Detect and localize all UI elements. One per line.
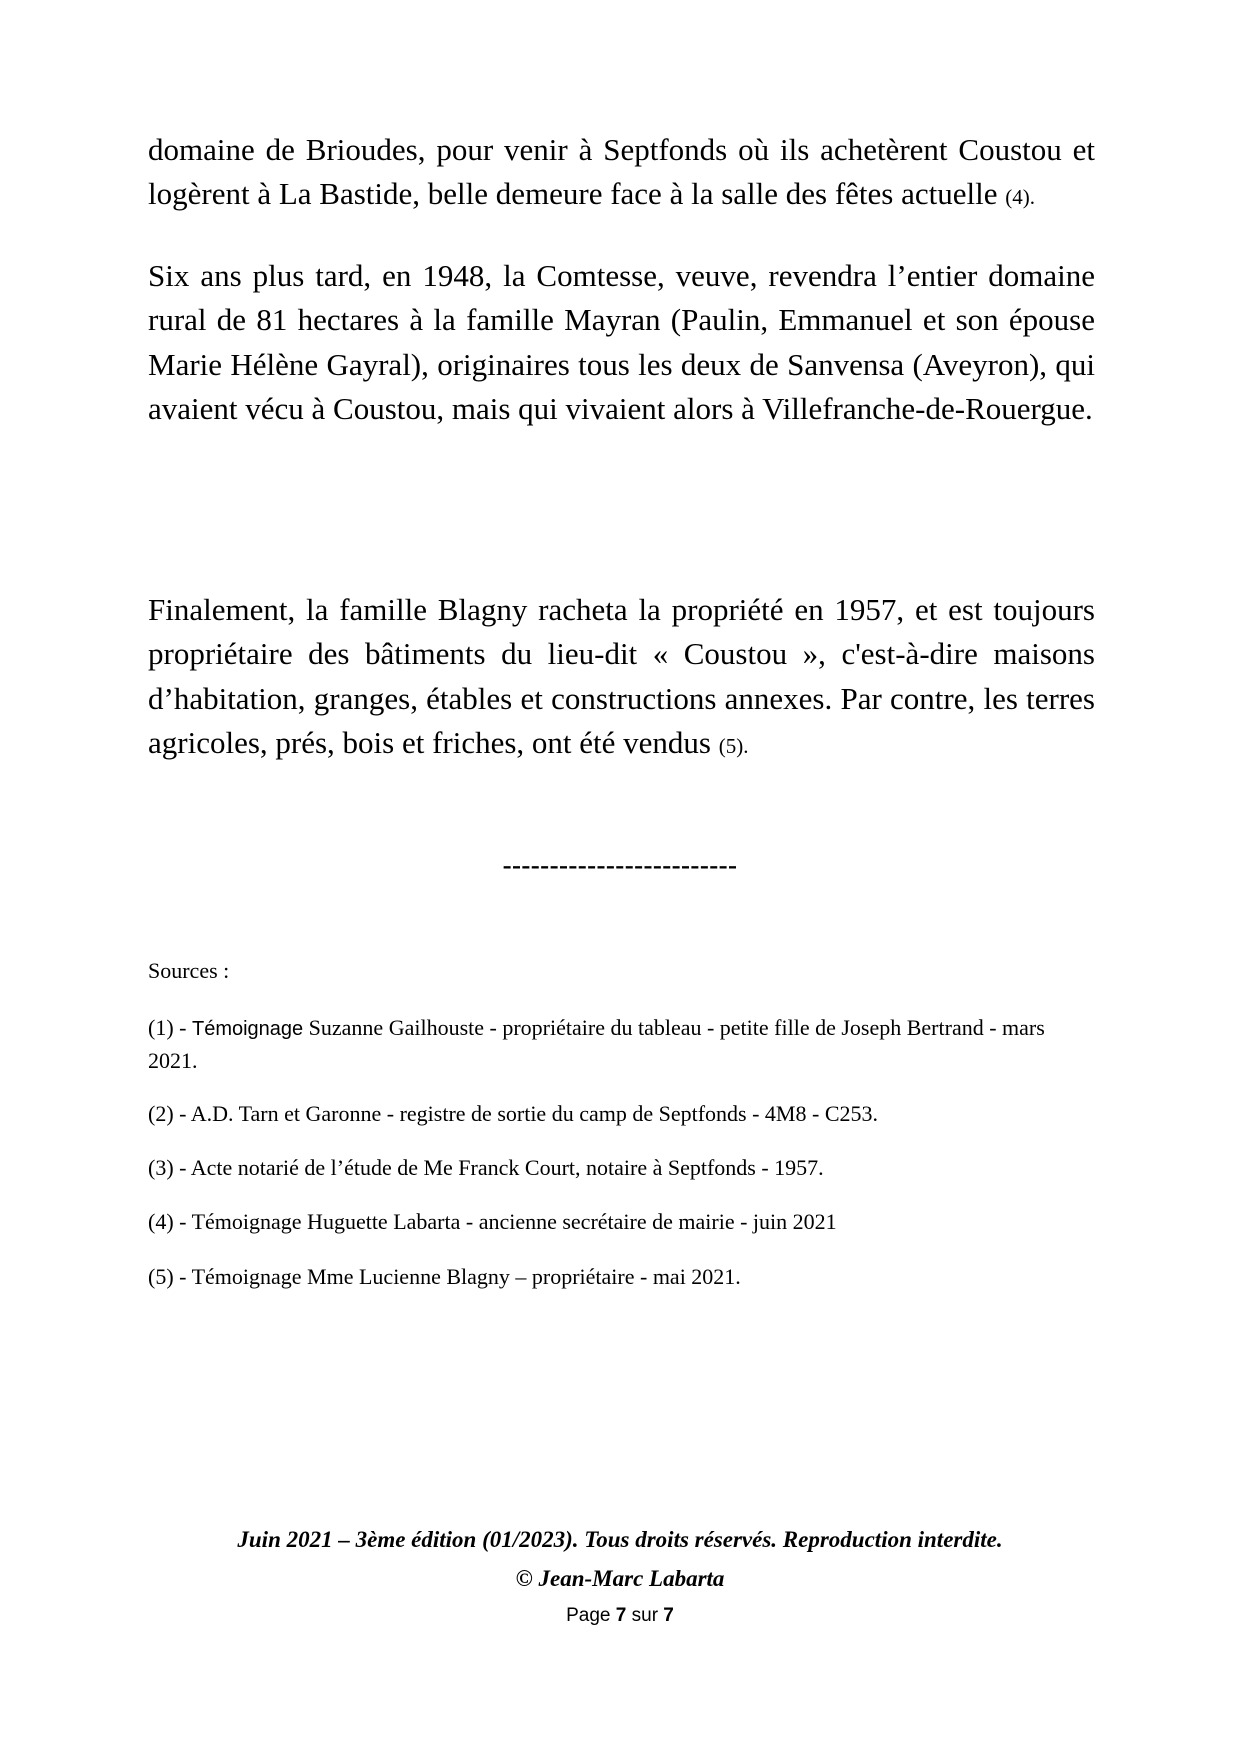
paragraph-3-text: Finalement, la famille Blagny racheta la propriété en 1957, et est toujours propriétaire des bâtiments du lieu-dit « Coustou », c'est-à-dire maisons d’habitation, granges, étables et constructions annexes. Par contre, les terres agricoles, prés, bois et friches, ont été vendus xyxy=(148,592,1095,761)
page-number-prefix: Page xyxy=(566,1605,616,1626)
source-item-3-text: Acte notarié de l’étude de Me Franck Court, notaire à Septfonds - 1957. xyxy=(190,1155,824,1180)
paragraph-1 xyxy=(148,128,1095,220)
paragraph-1-text: domaine de Brioudes, pour venir à Septfonds où ils achetèrent Coustou et logèrent à La Bastide, belle demeure face à la salle des fêtes actuelle xyxy=(148,132,1095,212)
source-item-1 xyxy=(148,1012,1095,1076)
paragraph-1-reference: (4). xyxy=(1005,185,1035,210)
footer-copyright: © Jean-Marc Labarta xyxy=(515,1566,725,1591)
source-item-5-number: (5) - xyxy=(148,1264,192,1289)
source-item-1-text: Suzanne Gailhouste - propriétaire du tableau - petite fille de Joseph Bertrand - mars 2021. xyxy=(148,1015,1045,1073)
source-item-4-number: (4) - xyxy=(148,1209,192,1234)
source-item-2-number: (2) - xyxy=(148,1101,191,1126)
source-item-3 xyxy=(148,1152,1095,1183)
section-separator: ------------------------- xyxy=(502,850,738,880)
source-item-4 xyxy=(148,1206,1095,1237)
source-item-1-number: (1) - xyxy=(148,1015,192,1040)
source-item-3-number: (3) - xyxy=(148,1155,191,1180)
page-number-middle: sur xyxy=(626,1605,664,1626)
footer-edition: Juin 2021 – 3ème édition (01/2023). Tous droits réservés. Reproduction interdite. xyxy=(237,1527,1003,1552)
paragraph-2 xyxy=(148,254,1095,432)
source-item-5-text: Témoignage Mme Lucienne Blagny – propriétaire - mai 2021. xyxy=(191,1264,741,1289)
source-item-1-keyword: Témoignage xyxy=(191,1018,304,1040)
paragraph-3 xyxy=(148,588,1095,769)
paragraph-2-text: Six ans plus tard, en 1948, la Comtesse, veuve, revendra l’entier domaine rural de 81 hectares à la famille Mayran (Paulin, Emmanuel et son épouse Marie Hélène Gayral), originaires tous les deux de Sanvensa (Aveyron), qui avaient vécu à Coustou, mais qui vivaient alors à Villefranche-de-Rouergue. xyxy=(148,258,1095,427)
page-number-total: 7 xyxy=(663,1605,674,1626)
source-item-4-text: Témoignage Huguette Labarta - ancienne secrétaire de mairie - juin 2021 xyxy=(191,1209,837,1234)
source-item-2 xyxy=(148,1098,1095,1129)
sources-heading: Sources : xyxy=(148,958,230,983)
source-item-5 xyxy=(148,1261,1095,1292)
page-number-current: 7 xyxy=(615,1605,627,1626)
paragraph-3-reference: (5). xyxy=(718,734,749,759)
source-item-2-text: A.D. Tarn et Garonne - registre de sortie du camp de Septfonds - 4M8 - C253. xyxy=(190,1101,878,1126)
page-number xyxy=(0,1605,1240,1627)
